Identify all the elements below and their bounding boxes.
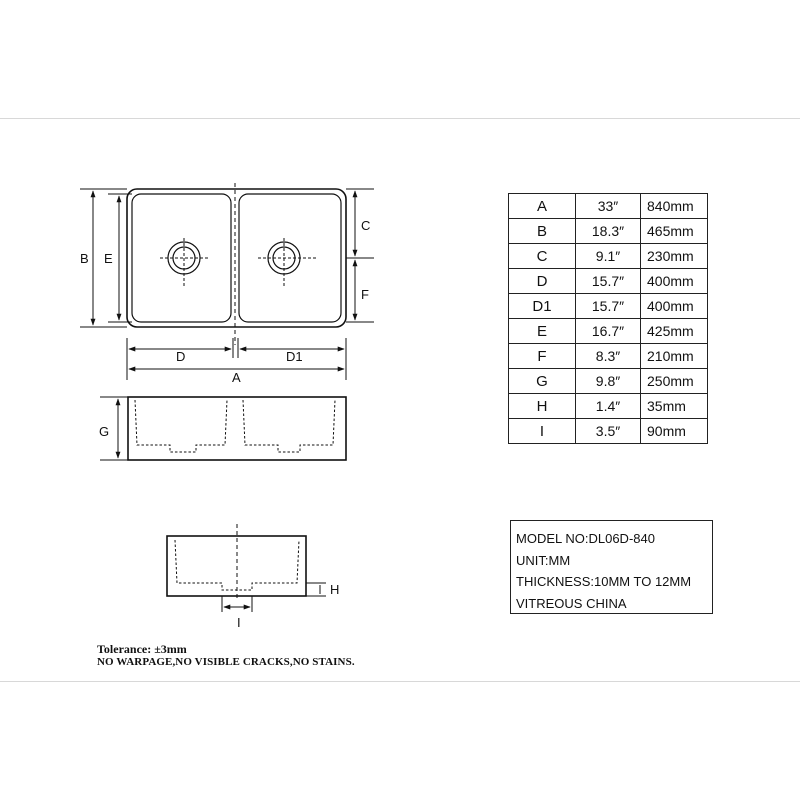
dimension-h bbox=[306, 583, 326, 596]
spec-inch-value: 18.3″ bbox=[576, 219, 641, 244]
right-drain-icon bbox=[258, 238, 318, 288]
sink-side-view bbox=[167, 524, 306, 600]
spec-key: F bbox=[509, 344, 576, 369]
table-row bbox=[509, 344, 708, 369]
model-number: MODEL NO:DL06D-840 bbox=[516, 531, 655, 546]
model-info-box bbox=[510, 520, 713, 614]
thickness-text: THICKNESS:10MM TO 12MM bbox=[516, 574, 692, 589]
spec-key: D bbox=[509, 269, 576, 294]
table-row bbox=[509, 419, 708, 444]
sink-top-view bbox=[127, 183, 346, 345]
label-d1: D1 bbox=[286, 349, 303, 364]
spec-inch-value: 9.8″ bbox=[576, 369, 641, 394]
table-row bbox=[509, 319, 708, 344]
label-g: G bbox=[99, 424, 110, 439]
dimension-spec-table bbox=[508, 193, 708, 444]
spec-key: E bbox=[509, 319, 576, 344]
material-text: VITREOUS CHINA bbox=[516, 595, 627, 611]
spec-key: A bbox=[509, 194, 576, 219]
dimension-c-f bbox=[346, 189, 374, 322]
spec-key: C bbox=[509, 244, 576, 269]
spec-mm-value: 400mm bbox=[641, 294, 708, 319]
quality-notes: NO WARPAGE,NO VISIBLE CRACKS,NO STAINS. bbox=[97, 656, 355, 668]
unit-text: UNIT:MM bbox=[516, 552, 571, 568]
label-d: D bbox=[176, 349, 186, 364]
left-drain-icon bbox=[160, 238, 210, 288]
label-i: I bbox=[237, 615, 241, 630]
table-row bbox=[509, 269, 708, 294]
spec-mm-value: 230mm bbox=[641, 244, 708, 269]
spec-inch-value: 8.3″ bbox=[576, 344, 641, 369]
label-b: B bbox=[80, 251, 89, 266]
spec-mm-value: 210mm bbox=[641, 344, 708, 369]
table-row bbox=[509, 194, 708, 219]
label-c: C bbox=[361, 218, 371, 233]
table-row bbox=[509, 394, 708, 419]
table-row bbox=[509, 294, 708, 319]
label-a: A bbox=[232, 370, 241, 385]
spec-inch-value: 9.1″ bbox=[576, 244, 641, 269]
dimension-i bbox=[222, 596, 252, 612]
tolerance-note: Tolerance: ±3mm bbox=[97, 642, 187, 656]
spec-key: B bbox=[509, 219, 576, 244]
sink-front-view bbox=[128, 397, 346, 460]
spec-inch-value: 1.4″ bbox=[576, 394, 641, 419]
spec-key: D1 bbox=[509, 294, 576, 319]
spec-inch-value: 15.7″ bbox=[576, 269, 641, 294]
spec-inch-value: 3.5″ bbox=[576, 419, 641, 444]
label-h: H bbox=[330, 582, 340, 597]
label-e: E bbox=[104, 251, 113, 266]
table-row bbox=[509, 219, 708, 244]
spec-inch-value: 33″ bbox=[576, 194, 641, 219]
table-row bbox=[509, 369, 708, 394]
spec-key: I bbox=[509, 419, 576, 444]
spec-mm-value: 250mm bbox=[641, 369, 708, 394]
spec-inch-value: 16.7″ bbox=[576, 319, 641, 344]
table-row bbox=[509, 244, 708, 269]
spec-mm-value: 840mm bbox=[641, 194, 708, 219]
spec-mm-value: 90mm bbox=[641, 419, 708, 444]
spec-mm-value: 400mm bbox=[641, 269, 708, 294]
label-f: F bbox=[361, 287, 369, 302]
spec-key: G bbox=[509, 369, 576, 394]
front-outline bbox=[128, 397, 346, 460]
spec-mm-value: 465mm bbox=[641, 219, 708, 244]
spec-mm-value: 35mm bbox=[641, 394, 708, 419]
spec-key: H bbox=[509, 394, 576, 419]
spec-inch-value: 15.7″ bbox=[576, 294, 641, 319]
spec-mm-value: 425mm bbox=[641, 319, 708, 344]
